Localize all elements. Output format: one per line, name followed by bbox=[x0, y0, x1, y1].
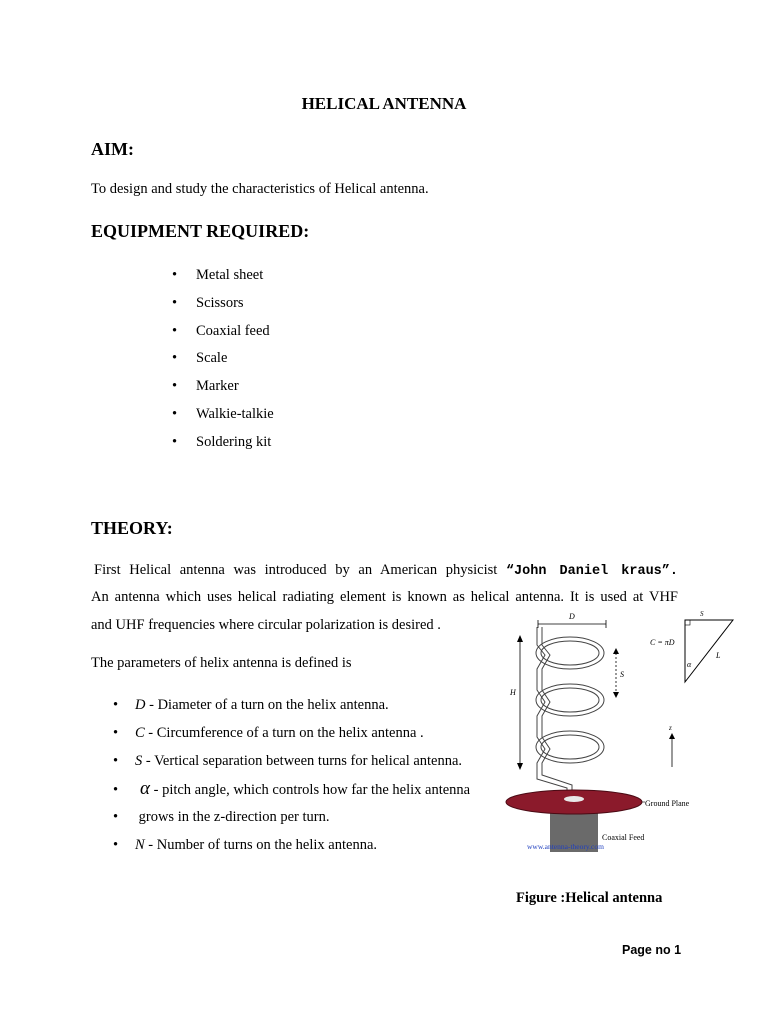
bullet: • bbox=[172, 267, 178, 283]
theory-line-3: and UHF frequencies where circular polarization is desired . bbox=[91, 617, 441, 633]
triangle-l-label: L bbox=[716, 651, 721, 660]
bullet: • bbox=[172, 405, 178, 422]
bullet: • bbox=[172, 378, 178, 395]
triangle-s-label: S bbox=[700, 610, 704, 618]
list-item: • α - pitch angle, which controls how far the helix antenna bbox=[113, 778, 471, 799]
figure-caption: Figure :Helical antenna bbox=[516, 890, 663, 906]
list-item: • Scale bbox=[172, 350, 228, 367]
page-title: HELICAL ANTENNA bbox=[301, 94, 467, 113]
bullet: • bbox=[113, 697, 119, 713]
bullet: • bbox=[113, 725, 119, 741]
theory-heading: THEORY: bbox=[91, 518, 173, 538]
d-label: D bbox=[569, 612, 575, 621]
bullet: • bbox=[172, 433, 178, 450]
helical-antenna-figure bbox=[492, 605, 744, 860]
alpha-symbol: α bbox=[140, 778, 150, 799]
theory-line-1: First Helical antenna was introduced by an American physicist “John Daniel kraus”. bbox=[94, 562, 678, 579]
list-item: • C - Circumference of a turn on the helix antenna . bbox=[113, 725, 424, 741]
z-label: z bbox=[669, 724, 672, 732]
bullet: • bbox=[172, 350, 178, 367]
inventor-name: “John Daniel kraus”. bbox=[505, 564, 678, 579]
aim-heading: AIM: bbox=[91, 139, 134, 159]
bullet: • bbox=[113, 837, 119, 853]
equipment-heading: EQUIPMENT REQUIRED: bbox=[91, 221, 310, 241]
s-label: S bbox=[620, 670, 624, 679]
list-item: • Coaxial feed bbox=[172, 322, 270, 339]
triangle-alpha-label: α bbox=[687, 660, 692, 669]
circumference-equation: C = πD bbox=[650, 638, 675, 647]
aim-text: To design and study the characteristics of Helical antenna. bbox=[91, 181, 429, 197]
parameters-intro: The parameters of helix antenna is defined is bbox=[91, 655, 352, 671]
list-item: • Walkie-talkie bbox=[172, 405, 274, 422]
coaxial-feed-label: Coaxial Feed bbox=[602, 833, 645, 842]
equipment-list bbox=[172, 266, 274, 461]
list-item: • Metal sheet bbox=[172, 267, 264, 283]
bullet: • bbox=[113, 782, 119, 798]
list-item: • Soldering kit bbox=[172, 433, 272, 450]
bullet: • bbox=[113, 809, 119, 825]
watermark-text: www.antenna-theory.com bbox=[527, 842, 604, 851]
bullet: • bbox=[113, 753, 119, 769]
h-label: H bbox=[510, 688, 516, 697]
parameters-list bbox=[113, 696, 470, 864]
list-item: • Scissors bbox=[172, 294, 244, 311]
list-item: • N - Number of turns on the helix antenna. bbox=[113, 837, 378, 853]
pitch-triangle bbox=[685, 620, 733, 682]
list-item: • S - Vertical separation between turns for helical antenna. bbox=[113, 753, 463, 769]
bullet: • bbox=[172, 294, 178, 311]
list-item: • D - Diameter of a turn on the helix antenna. bbox=[113, 697, 389, 713]
bullet: • bbox=[172, 322, 178, 339]
list-item: • Marker bbox=[172, 378, 239, 395]
page-number: Page no 1 bbox=[622, 943, 682, 957]
helix-coils bbox=[536, 627, 604, 800]
ground-plane-label: Ground Plane bbox=[645, 799, 690, 808]
list-item: • grows in the z-direction per turn. bbox=[113, 809, 330, 825]
theory-line-2: An antenna which uses helical radiating element is known as helical antenna. It is used at VHF bbox=[91, 589, 678, 605]
